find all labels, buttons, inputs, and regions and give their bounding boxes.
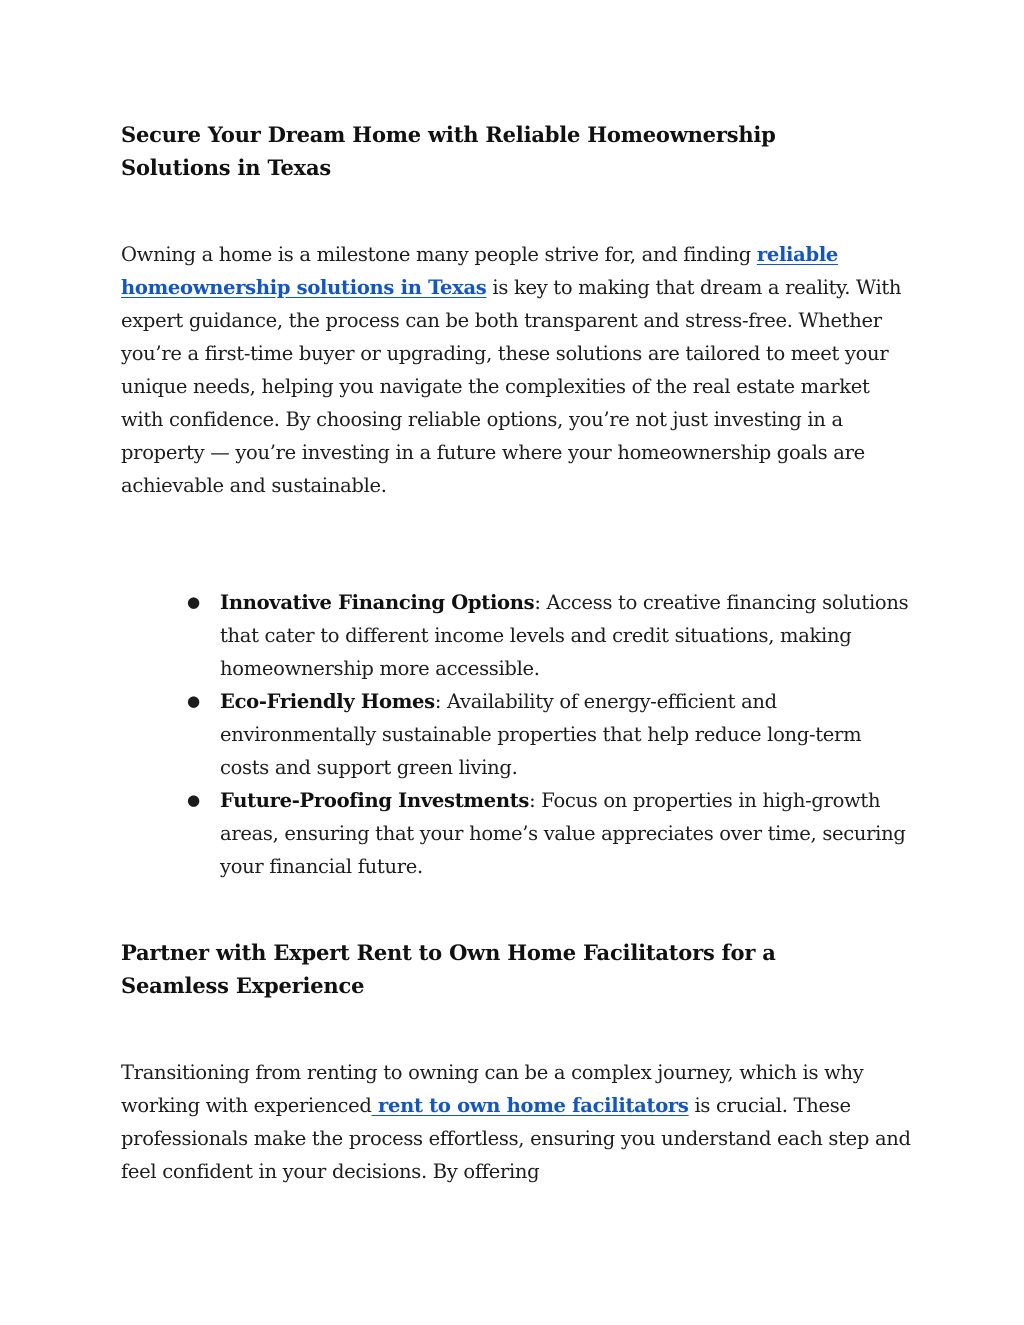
rto-text-after-link: is crucial. These professionals make the process effortless, ensuring you understand each step and feel confident in your decisions. By offering <box>121 1094 911 1183</box>
feature-text: : Focus on properties in high-growth areas, ensuring that your home’s value appreciates over time, securing your financial future. <box>220 789 906 878</box>
rto-text-before-link: Transitioning from renting to owning can be a complex journey, which is why working with experienced <box>121 1061 864 1117</box>
intro-text-after-link: is key to making that dream a reality. With expert guidance, the process can be both transparent and stress-free. Whether you’re a first-time buyer or upgrading, these solutions are tailored to meet your unique needs, helping you navigate the complexities of the real estate market with confidence. By choosing reliable options, you’re not just investing in a property — you’re investing in a future where your homeownership goals are achievable and sustainable. <box>121 276 902 497</box>
intro-paragraph <box>121 238 911 502</box>
features-list <box>121 586 911 883</box>
feature-term: Future-Proofing Investments <box>220 789 530 812</box>
intro-text-before-link: Owning a home is a milestone many people strive for, and finding <box>121 243 757 266</box>
feature-term: Innovative Financing Options <box>220 591 535 614</box>
section-heading-homeownership: Secure Your Dream Home with Reliable Homeownership Solutions in Texas <box>121 122 776 180</box>
rent-to-own-facilitators-link[interactable]: rent to own home facilitators <box>371 1094 689 1117</box>
bullet-icon: ● <box>187 593 200 611</box>
feature-text: : Availability of energy-efficient and environmentally sustainable properties that help reduce long-term costs and support green living. <box>220 690 862 779</box>
list-item <box>121 586 911 685</box>
rent-to-own-paragraph <box>121 1056 911 1188</box>
homeownership-solutions-link[interactable]: reliable homeownership solutions in Texas <box>121 243 839 299</box>
list-item <box>121 685 911 784</box>
list-item <box>121 784 911 883</box>
feature-term: Eco-Friendly Homes <box>220 690 435 713</box>
feature-text: : Access to creative financing solutions that cater to different income levels and credit situations, making homeownership more accessible. <box>220 591 909 680</box>
section-heading-rent-to-own: Partner with Expert Rent to Own Home Facilitators for a Seamless Experience <box>121 940 776 998</box>
bullet-icon: ● <box>187 692 200 710</box>
bullet-icon: ● <box>187 791 200 809</box>
